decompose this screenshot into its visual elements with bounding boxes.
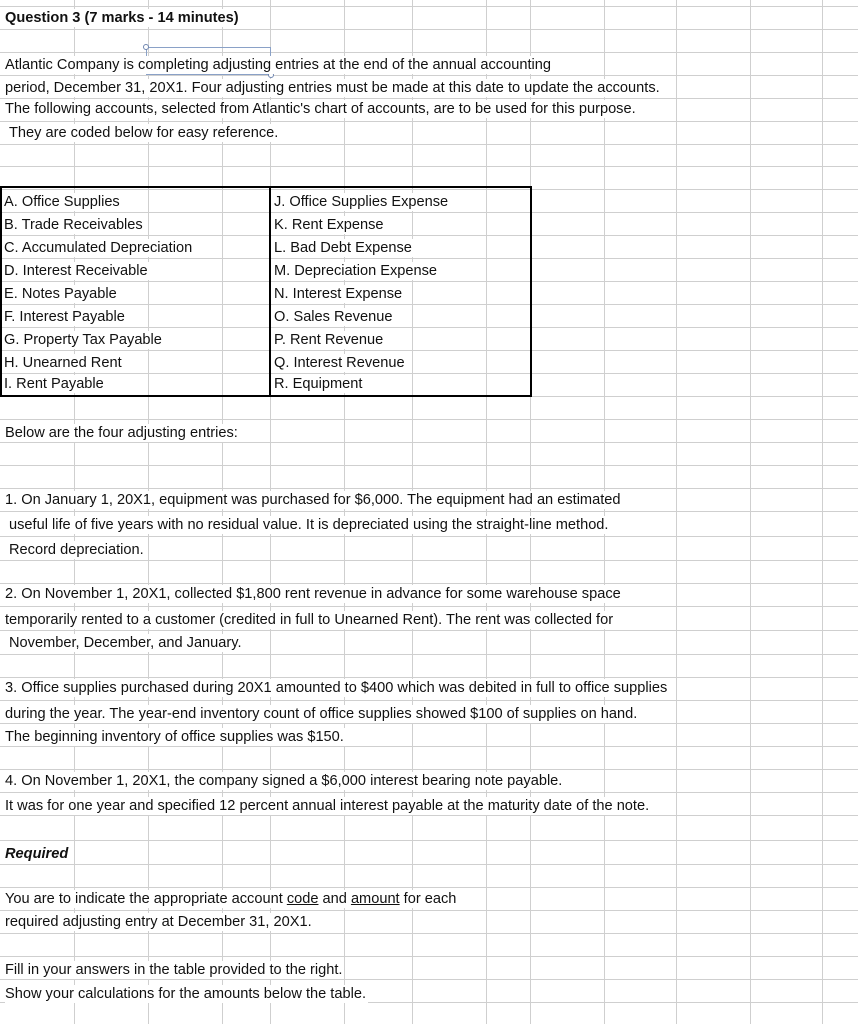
row-gridline <box>0 465 858 466</box>
entry-2-line: 2. On November 1, 20X1, collected $1,800 rent revenue in advance for some warehouse space <box>5 586 621 602</box>
row-gridline <box>0 887 858 888</box>
selection-handle[interactable] <box>143 44 149 50</box>
row-gridline <box>0 121 858 122</box>
column-gridline <box>74 0 75 1024</box>
intro-line: period, December 31, 20X1. Four adjusting entries must be made at this date to update the accounts. <box>5 80 660 96</box>
account-code-o: O. Sales Revenue <box>274 309 393 325</box>
column-gridline <box>270 0 271 1024</box>
row-gridline <box>0 75 858 76</box>
row-gridline <box>0 654 858 655</box>
entry-3-line: during the year. The year-end inventory count of office supplies showed $100 of supplies on hand. <box>5 706 638 722</box>
code-keyword: code <box>286 891 319 907</box>
row-gridline <box>0 910 858 911</box>
row-gridline <box>0 746 858 747</box>
account-code-d: D. Interest Receivable <box>4 263 148 279</box>
account-code-p: P. Rent Revenue <box>274 332 384 348</box>
account-code-b: B. Trade Receivables <box>4 217 143 233</box>
row-gridline <box>0 6 858 7</box>
row-gridline <box>0 933 858 934</box>
row-gridline <box>0 630 858 631</box>
entry-1-line: 1. On January 1, 20X1, equipment was purchased for $6,000. The equipment had an estimated <box>5 492 621 508</box>
column-gridline <box>222 0 223 1024</box>
account-code-n: N. Interest Expense <box>274 286 403 302</box>
instruction-line-1 <box>5 890 458 908</box>
instruction-line-2: required adjusting entry at December 31, 20X1. <box>5 914 312 930</box>
row-gridline <box>0 511 858 512</box>
account-code-f: F. Interest Payable <box>4 309 125 325</box>
instruction-text: for each <box>399 891 457 907</box>
row-gridline <box>0 144 858 145</box>
entry-3-line: The beginning inventory of office supplies was $150. <box>5 729 344 745</box>
row-gridline <box>0 815 858 816</box>
column-gridline <box>750 0 751 1024</box>
row-gridline <box>0 98 858 99</box>
account-code-c: C. Accumulated Depreciation <box>4 240 193 256</box>
row-gridline <box>0 769 858 770</box>
amount-keyword: amount <box>350 891 400 907</box>
account-code-g: G. Property Tax Payable <box>4 332 162 348</box>
required-label: Required <box>5 846 69 862</box>
row-gridline <box>0 583 858 584</box>
row-gridline <box>0 488 858 489</box>
account-code-a: A. Office Supplies <box>4 194 120 210</box>
row-gridline <box>0 419 858 420</box>
row-gridline <box>0 723 858 724</box>
account-code-r: R. Equipment <box>274 376 363 392</box>
entry-4-line: It was for one year and specified 12 percent annual interest payable at the maturity date of the note. <box>5 798 650 814</box>
column-gridline <box>604 0 605 1024</box>
intro-line: The following accounts, selected from Atlantic's chart of accounts, are to be used for this purpose. <box>5 101 636 117</box>
account-code-j: J. Office Supplies Expense <box>274 194 449 210</box>
account-code-h: H. Unearned Rent <box>4 355 122 371</box>
row-gridline <box>0 956 858 957</box>
intro-line: They are coded below for easy reference. <box>9 125 279 141</box>
column-gridline <box>530 0 531 1024</box>
row-gridline <box>0 536 858 537</box>
row-gridline <box>0 166 858 167</box>
row-gridline <box>0 792 858 793</box>
column-gridline <box>486 0 487 1024</box>
intro-line: Atlantic Company is completing adjusting entries at the end of the annual accounting <box>5 57 551 73</box>
row-gridline <box>0 700 858 701</box>
account-code-l: L. Bad Debt Expense <box>274 240 412 256</box>
column-gridline <box>148 0 149 1024</box>
row-gridline <box>0 840 858 841</box>
entry-1-line: Record depreciation. <box>9 542 144 558</box>
account-code-q: Q. Interest Revenue <box>274 355 405 371</box>
row-gridline <box>0 606 858 607</box>
entry-4-line: 4. On November 1, 20X1, the company signed a $6,000 interest bearing note payable. <box>5 773 563 789</box>
entry-1-line: useful life of five years with no residual value. It is depreciated using the straight-line method. <box>9 517 609 533</box>
row-gridline <box>0 677 858 678</box>
column-gridline <box>344 0 345 1024</box>
entry-2-line: November, December, and January. <box>9 635 242 651</box>
final-note: Fill in your answers in the table provided to the right. <box>5 962 343 978</box>
entry-3-line: 3. Office supplies purchased during 20X1 amounted to $400 which was debited in full to office supplies <box>5 680 668 696</box>
instruction-text: and <box>318 891 351 907</box>
column-gridline <box>822 0 823 1024</box>
column-gridline <box>676 0 677 1024</box>
row-gridline <box>0 52 858 53</box>
final-note: Show your calculations for the amounts below the table. <box>5 986 366 1002</box>
account-code-k: K. Rent Expense <box>274 217 384 233</box>
row-gridline <box>0 442 858 443</box>
question-title: Question 3 (7 marks - 14 minutes) <box>5 10 239 26</box>
entry-2-line: temporarily rented to a customer (credited in full to Unearned Rent). The rent was collected for <box>5 612 614 628</box>
accounts-table-divider <box>269 186 271 397</box>
account-code-i: I. Rent Payable <box>4 376 104 392</box>
entries-heading: Below are the four adjusting entries: <box>5 425 238 441</box>
instruction-text: You are to indicate the appropriate account <box>5 891 287 907</box>
account-code-e: E. Notes Payable <box>4 286 117 302</box>
row-gridline <box>0 560 858 561</box>
account-code-m: M. Depreciation Expense <box>274 263 438 279</box>
column-gridline <box>412 0 413 1024</box>
row-gridline <box>0 979 858 980</box>
row-gridline <box>0 864 858 865</box>
row-gridline <box>0 29 858 30</box>
